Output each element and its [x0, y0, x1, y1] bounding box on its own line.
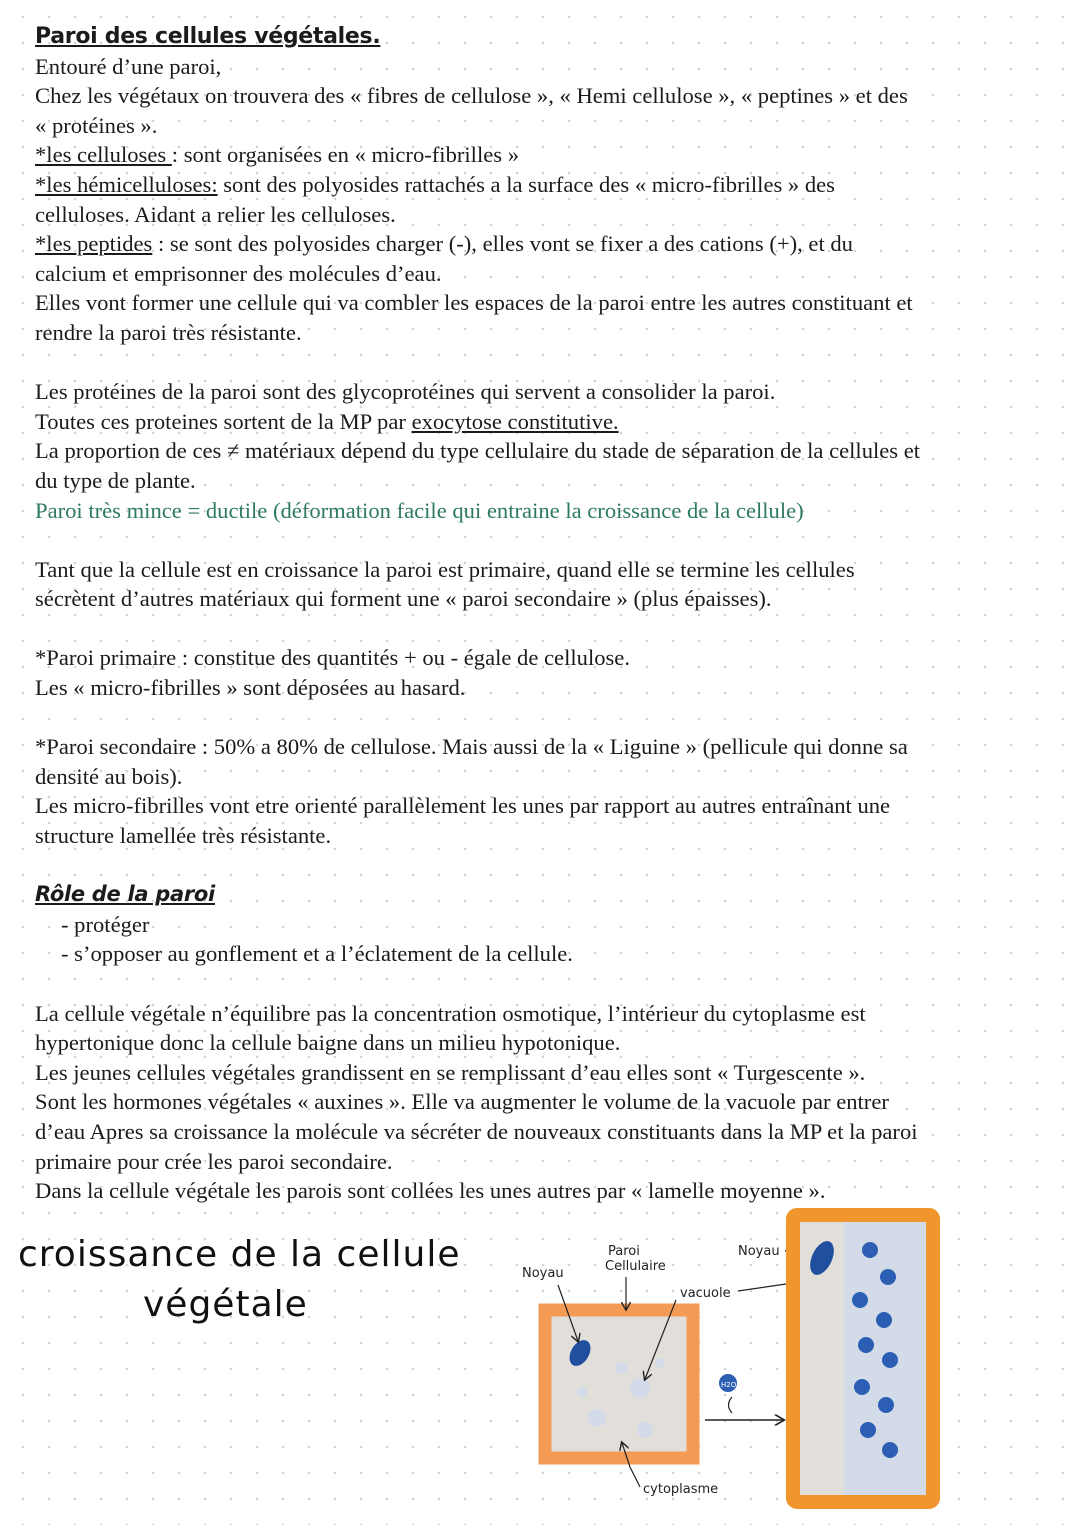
cell-growth-diagram [500, 1205, 950, 1515]
small-vacuole [577, 1387, 587, 1397]
hemicelluloses-text: sont des polyosides rattachés a la surface des « micro-fibrilles » des [217, 171, 835, 197]
text-line: La cellule végétale n’équilibre pas la concentration osmotique, l’intérieur du cytoplasme est [35, 1000, 866, 1026]
label-noyau-left: Noyau [522, 1266, 564, 1281]
section-heading: Paroi des cellules végétales. [35, 24, 381, 49]
celluloses-term: *les celluloses [35, 142, 172, 168]
text-line: Les jeunes cellules végétales grandissent en se remplissant d’eau elles sont « Turgescente ». [35, 1059, 866, 1085]
text-line: d’eau Apres sa croissance la molécule va sécréter de nouveaux constituants dans la MP et la paroi [35, 1118, 918, 1144]
text-line: Chez les végétaux on trouvera des « fibres de cellulose », « Hemi cellulose », « peptines » et des [35, 83, 908, 109]
young-cell-wall [545, 1310, 693, 1458]
text-line: Entouré d’une paroi, [35, 53, 222, 79]
peptides-term: *les peptides [35, 231, 153, 257]
text-line: densité au bois). [35, 763, 183, 789]
text-line: Les micro-fibrilles vont etre orienté parallèlement les unes par rapport au autres entraînant une [35, 793, 891, 819]
document-body [35, 22, 1055, 1206]
text-line: *Paroi secondaire : 50% a 80% de cellulose. Mais aussi de la « Liguine » (pellicule qui donne sa [35, 734, 908, 760]
peptides-text: : se sont des polyosides charger (-), elles vont se fixer a des cations (+), et du [152, 231, 853, 257]
text-line: Les protéines de la paroi sont des glycoprotéines qui servent a consolider la paroi. [35, 379, 776, 405]
text-line: rendre la paroi très résistante. [35, 319, 302, 345]
text-line: *Paroi primaire : constitue des quantités + ou - égale de cellulose. [35, 645, 630, 671]
text-line: calcium et emprisonner des molécules d’eau. [35, 260, 442, 286]
transition-curve [729, 1397, 733, 1413]
text-line: du type de plante. [35, 467, 196, 493]
small-vacuole [588, 1409, 606, 1427]
text-line: Dans la cellule végétale les parois sont collées les unes autres par « lamelle moyenne ». [35, 1178, 826, 1204]
small-vacuole [655, 1358, 665, 1368]
green-note: Paroi très mince = ductile (déformation facile qui entraine la croissance de la cellule) [35, 497, 804, 523]
hemicelluloses-term: *les hémicelluloses: [35, 171, 218, 197]
text-line: Sont les hormones végétales « auxines ». Elle va augmenter le volume de la vacuole par entrer [35, 1089, 889, 1115]
label-noyau-right: Noyau [738, 1244, 780, 1259]
role-item: - s’opposer au gonflement et a l’éclatement de la cellule. [61, 941, 573, 967]
text-line: Les « micro-fibrilles » sont déposées au hasard. [35, 675, 466, 701]
text-line: « protéines ». [35, 112, 158, 138]
role-item: - protéger [61, 911, 150, 937]
water-label: H2O [721, 1381, 737, 1389]
text-line: Tant que la cellule est en croissance la paroi est primaire, quand elle se termine les cellules [35, 556, 855, 582]
small-vacuole [630, 1378, 650, 1398]
label-cytoplasme: cytoplasme [643, 1482, 719, 1497]
text-line: hypertonique donc la cellule baigne dans un milieu hypotonique. [35, 1030, 621, 1056]
text-line: primaire pour crée les paroi secondaire. [35, 1148, 393, 1174]
diagram-title [18, 1230, 488, 1330]
diagram-title-line2: végétale [143, 1284, 308, 1325]
peptides-line [35, 229, 1055, 259]
small-vacuole [615, 1362, 627, 1374]
diagram-title-line1: croissance de la cellule [18, 1234, 461, 1275]
text-line: sécrètent d’autres matériaux qui forment une « paroi secondaire » (plus épaisses). [35, 586, 772, 612]
text-line: La proportion de ces ≠ matériaux dépend du type cellulaire du stade de séparation de la cellules et [35, 438, 921, 464]
exocytose-prefix: Toutes ces proteines sortent de la MP par [35, 408, 412, 434]
exocytose-term: exocytose constitutive. [411, 408, 619, 434]
exocytose-line [35, 407, 1055, 437]
celluloses-text: : sont organisées en « micro-fibrilles » [171, 142, 519, 168]
celluloses-line [35, 140, 1055, 170]
label-vacuole: vacuole [680, 1286, 731, 1301]
role-heading: Rôle de la paroi [35, 882, 215, 907]
text-line: celluloses. Aidant a relier les celluloses. [35, 201, 396, 227]
text-line: Elles vont former une cellule qui va combler les espaces de la paroi entre les autres constituant et [35, 290, 913, 316]
hemicelluloses-line [35, 170, 1055, 200]
label-cellulaire: Cellulaire [605, 1259, 666, 1274]
text-line: structure lamellée très résistante. [35, 823, 332, 849]
small-vacuole [637, 1422, 653, 1438]
label-paroi: Paroi [608, 1244, 640, 1259]
